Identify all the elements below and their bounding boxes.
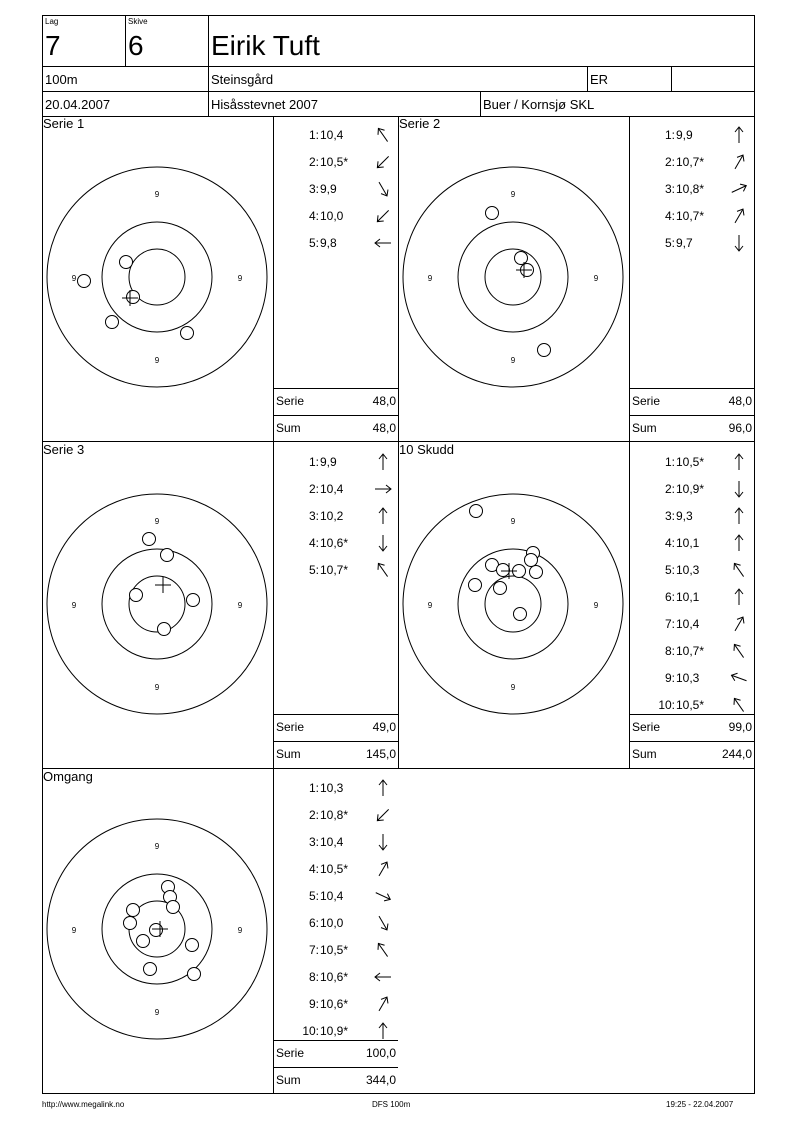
shot-hole (150, 924, 163, 937)
shot-score: 9,9 (676, 128, 693, 142)
ring-label: 9 (237, 926, 243, 935)
shot-direction-up-right-icon (729, 206, 749, 226)
shot-direction-up-right-icon (729, 152, 749, 172)
shot-score: 10,3 (320, 781, 344, 795)
target-ring-0 (47, 494, 267, 714)
competition-date: 20.04.2007 (45, 97, 111, 112)
sum-label: Sum (632, 421, 657, 435)
panel-title: Serie 1 (43, 116, 85, 131)
shot-hole (469, 579, 482, 592)
shot-direction-down-icon (729, 479, 749, 499)
serie-label: Serie (276, 394, 305, 408)
shot-number: 4: (664, 536, 675, 550)
shot-hole (538, 344, 551, 357)
impact-center-cross (155, 577, 171, 593)
shot-number: 2: (308, 482, 319, 496)
shot-score: 10,4 (676, 617, 700, 631)
panel-title: 10 Skudd (399, 442, 454, 457)
shot-score: 10,7* (320, 563, 349, 577)
serie-value: 49,0 (372, 720, 396, 734)
shot-hole (186, 939, 199, 952)
shot-score: 10,5* (320, 943, 349, 957)
shot-hole (137, 935, 150, 948)
shot-number: 3: (308, 182, 319, 196)
shot-direction-up-icon (729, 533, 749, 553)
shot-number: 2: (308, 155, 319, 169)
shot-direction-up-left-icon (373, 560, 393, 580)
shot-direction-up-icon (729, 506, 749, 526)
shot-number: 10: (302, 1024, 319, 1038)
shot-direction-down-left-icon (373, 805, 393, 825)
skive-label: Skive (128, 17, 148, 26)
shot-number: 5: (308, 889, 319, 903)
shot-direction-up-right-icon (373, 859, 393, 879)
shot-score: 10,4 (320, 128, 344, 142)
shot-hole (188, 968, 201, 981)
shot-hole (494, 582, 507, 595)
shot-number: 8: (308, 970, 319, 984)
footer-center: DFS 100m (372, 1100, 411, 1109)
sum-value: 96,0 (728, 421, 752, 435)
ring-label: 9 (154, 1008, 160, 1017)
shot-number: 3: (308, 509, 319, 523)
footer-timestamp: 19:25 - 22.04.2007 (666, 1100, 734, 1109)
target-ring-1 (458, 222, 568, 332)
shot-number: 8: (664, 644, 675, 658)
shot-direction-up-left-icon (729, 560, 749, 580)
shot-score: 10,5* (676, 698, 705, 712)
shot-direction-down-right-icon (373, 913, 393, 933)
shot-number: 1: (308, 781, 319, 795)
shot-number: 5: (308, 563, 319, 577)
shot-score: 9,9 (320, 182, 337, 196)
shot-direction-down-left-icon (373, 206, 393, 226)
ring-label: 9 (71, 926, 77, 935)
shot-number: 4: (308, 209, 319, 223)
sum-label: Sum (276, 421, 301, 435)
ring-label: 9 (510, 517, 516, 526)
shot-score: 10,2 (320, 509, 344, 523)
shot-direction-up-right-icon (729, 614, 749, 634)
shot-number: 5: (308, 236, 319, 250)
shot-number: 1: (664, 455, 675, 469)
ring-label: 9 (427, 601, 433, 610)
sum-label: Sum (632, 747, 657, 761)
ring-label: 9 (154, 842, 160, 851)
target-diagram (398, 162, 628, 392)
target-ring-2 (485, 249, 541, 305)
shot-hole (167, 901, 180, 914)
lag-label: Lag (45, 17, 59, 26)
target-diagram (398, 489, 628, 719)
skive-value: 6 (128, 30, 144, 61)
shot-number: 9: (664, 671, 675, 685)
shot-direction-right-down-icon (373, 886, 393, 906)
shooter-name: Eirik Tuft (211, 30, 320, 61)
range-name: Buer / Kornsjø SKL (483, 97, 595, 112)
shot-score: 10,5* (320, 862, 349, 876)
shot-number: 4: (308, 536, 319, 550)
sum-label: Sum (276, 747, 301, 761)
ring-label: 9 (237, 274, 243, 283)
ring-label: 9 (510, 683, 516, 692)
shot-score: 10,6* (320, 536, 349, 550)
distance: 100m (45, 72, 78, 87)
shot-score: 9,8 (320, 236, 337, 250)
shot-number: 1: (308, 128, 319, 142)
shot-direction-up-icon (729, 452, 749, 472)
lag-value: 7 (45, 30, 61, 61)
shot-hole (144, 963, 157, 976)
shot-hole (161, 549, 174, 562)
shot-direction-down-icon (373, 533, 393, 553)
shot-number: 5: (664, 236, 675, 250)
shot-number: 2: (664, 155, 675, 169)
shot-direction-up-icon (373, 506, 393, 526)
shot-direction-up-icon (729, 587, 749, 607)
shot-number: 3: (308, 835, 319, 849)
shot-score: 10,5* (320, 155, 349, 169)
shot-direction-up-right-icon (373, 994, 393, 1014)
shot-direction-down-left-icon (373, 152, 393, 172)
shot-direction-up-left-icon (373, 125, 393, 145)
shot-direction-left-icon (373, 233, 393, 253)
shot-score: 10,5* (676, 455, 705, 469)
shot-score: 10,7* (676, 155, 705, 169)
target-diagram (42, 814, 272, 1044)
ring-label: 9 (510, 190, 516, 199)
shot-score: 10,0 (320, 209, 344, 223)
panel-title: Serie 2 (399, 116, 441, 131)
ring-label: 9 (154, 356, 160, 365)
shot-direction-up-icon (373, 1021, 393, 1041)
shot-hole (120, 256, 133, 269)
shot-score: 10,6* (320, 970, 349, 984)
target-diagram (42, 489, 272, 719)
sum-value: 344,0 (365, 1073, 396, 1087)
target-ring-2 (485, 576, 541, 632)
shot-direction-down-icon (373, 832, 393, 852)
shot-direction-up-left-icon (373, 940, 393, 960)
shot-hole (78, 275, 91, 288)
serie-label: Serie (632, 394, 661, 408)
shot-hole (470, 505, 483, 518)
shot-hole (515, 252, 528, 265)
ring-label: 9 (510, 356, 516, 365)
shot-hole (181, 327, 194, 340)
shot-hole (525, 554, 538, 567)
shot-hole (127, 291, 140, 304)
shot-hole (514, 608, 527, 621)
shot-score: 10,4 (320, 482, 344, 496)
shot-number: 6: (308, 916, 319, 930)
shot-score: 10,3 (676, 671, 700, 685)
shot-hole (127, 904, 140, 917)
shot-direction-down-icon (729, 233, 749, 253)
footer-url: http://www.megalink.no (42, 1100, 125, 1109)
ring-label: 9 (237, 601, 243, 610)
shot-score: 10,1 (676, 536, 700, 550)
target-ring-2 (129, 576, 185, 632)
sum-value: 244,0 (721, 747, 752, 761)
target-diagram (42, 162, 272, 392)
sum-value: 145,0 (365, 747, 396, 761)
shot-score: 10,4 (320, 889, 344, 903)
shot-score: 10,8* (676, 182, 705, 196)
shot-hole (486, 207, 499, 220)
ring-label: 9 (154, 683, 160, 692)
shot-direction-left-icon (373, 967, 393, 987)
shot-score: 10,4 (320, 835, 344, 849)
shot-hole (530, 566, 543, 579)
shot-hole (158, 623, 171, 636)
serie-value: 48,0 (728, 394, 752, 408)
shot-number: 4: (664, 209, 675, 223)
shot-number: 1: (308, 455, 319, 469)
target-ring-0 (403, 494, 623, 714)
shot-number: 1: (664, 128, 675, 142)
club-name: Steinsgård (211, 72, 274, 87)
shot-number: 10: (658, 698, 675, 712)
shot-number: 3: (664, 182, 675, 196)
event-name: Hisåsstevnet 2007 (211, 97, 318, 112)
shot-direction-up-icon (373, 452, 393, 472)
serie-value: 99,0 (728, 720, 752, 734)
shot-score: 9,7 (676, 236, 693, 250)
ring-label: 9 (71, 274, 77, 283)
shooter-class: ER (590, 72, 609, 87)
shot-direction-up-left-icon (729, 641, 749, 661)
serie-label: Serie (632, 720, 661, 734)
shot-hole (106, 316, 119, 329)
shot-score: 10,6* (320, 997, 349, 1011)
shot-direction-right-up-icon (729, 179, 749, 199)
panel-title: Omgang (43, 769, 93, 784)
sum-label: Sum (276, 1073, 301, 1087)
shot-direction-up-left-icon (729, 695, 749, 715)
shot-number: 2: (308, 808, 319, 822)
shot-number: 7: (664, 617, 675, 631)
shot-direction-up-icon (373, 778, 393, 798)
shot-hole (497, 564, 510, 577)
shot-hole (187, 594, 200, 607)
serie-value: 100,0 (365, 1046, 396, 1060)
shot-direction-down-right-icon (373, 179, 393, 199)
shot-score: 10,1 (676, 590, 700, 604)
ring-label: 9 (154, 517, 160, 526)
shot-score: 10,3 (676, 563, 700, 577)
ring-label: 9 (593, 601, 599, 610)
shot-score: 9,9 (320, 455, 337, 469)
shot-score: 10,7* (676, 644, 705, 658)
serie-label: Serie (276, 720, 305, 734)
sum-value: 48,0 (372, 421, 396, 435)
ring-label: 9 (593, 274, 599, 283)
target-ring-1 (458, 549, 568, 659)
shot-score: 10,8* (320, 808, 349, 822)
shot-number: 9: (308, 997, 319, 1011)
ring-label: 9 (71, 601, 77, 610)
shot-number: 5: (664, 563, 675, 577)
shot-score: 9,3 (676, 509, 693, 523)
shot-score: 10,9* (676, 482, 705, 496)
shot-score: 10,0 (320, 916, 344, 930)
shot-number: 7: (308, 943, 319, 957)
shot-number: 3: (664, 509, 675, 523)
shot-direction-right-icon (373, 479, 393, 499)
shot-direction-up-icon (729, 125, 749, 145)
shot-score: 10,7* (676, 209, 705, 223)
shot-hole (143, 533, 156, 546)
target-ring-1 (102, 222, 212, 332)
shot-direction-left-up-icon (729, 668, 749, 688)
ring-label: 9 (427, 274, 433, 283)
shot-score: 10,9* (320, 1024, 349, 1038)
shot-number: 6: (664, 590, 675, 604)
serie-label: Serie (276, 1046, 305, 1060)
shot-number: 2: (664, 482, 675, 496)
panel-title: Serie 3 (43, 442, 85, 457)
shot-hole (124, 917, 137, 930)
serie-value: 48,0 (372, 394, 396, 408)
ring-label: 9 (154, 190, 160, 199)
shot-hole (130, 589, 143, 602)
shot-number: 4: (308, 862, 319, 876)
target-ring-0 (403, 167, 623, 387)
